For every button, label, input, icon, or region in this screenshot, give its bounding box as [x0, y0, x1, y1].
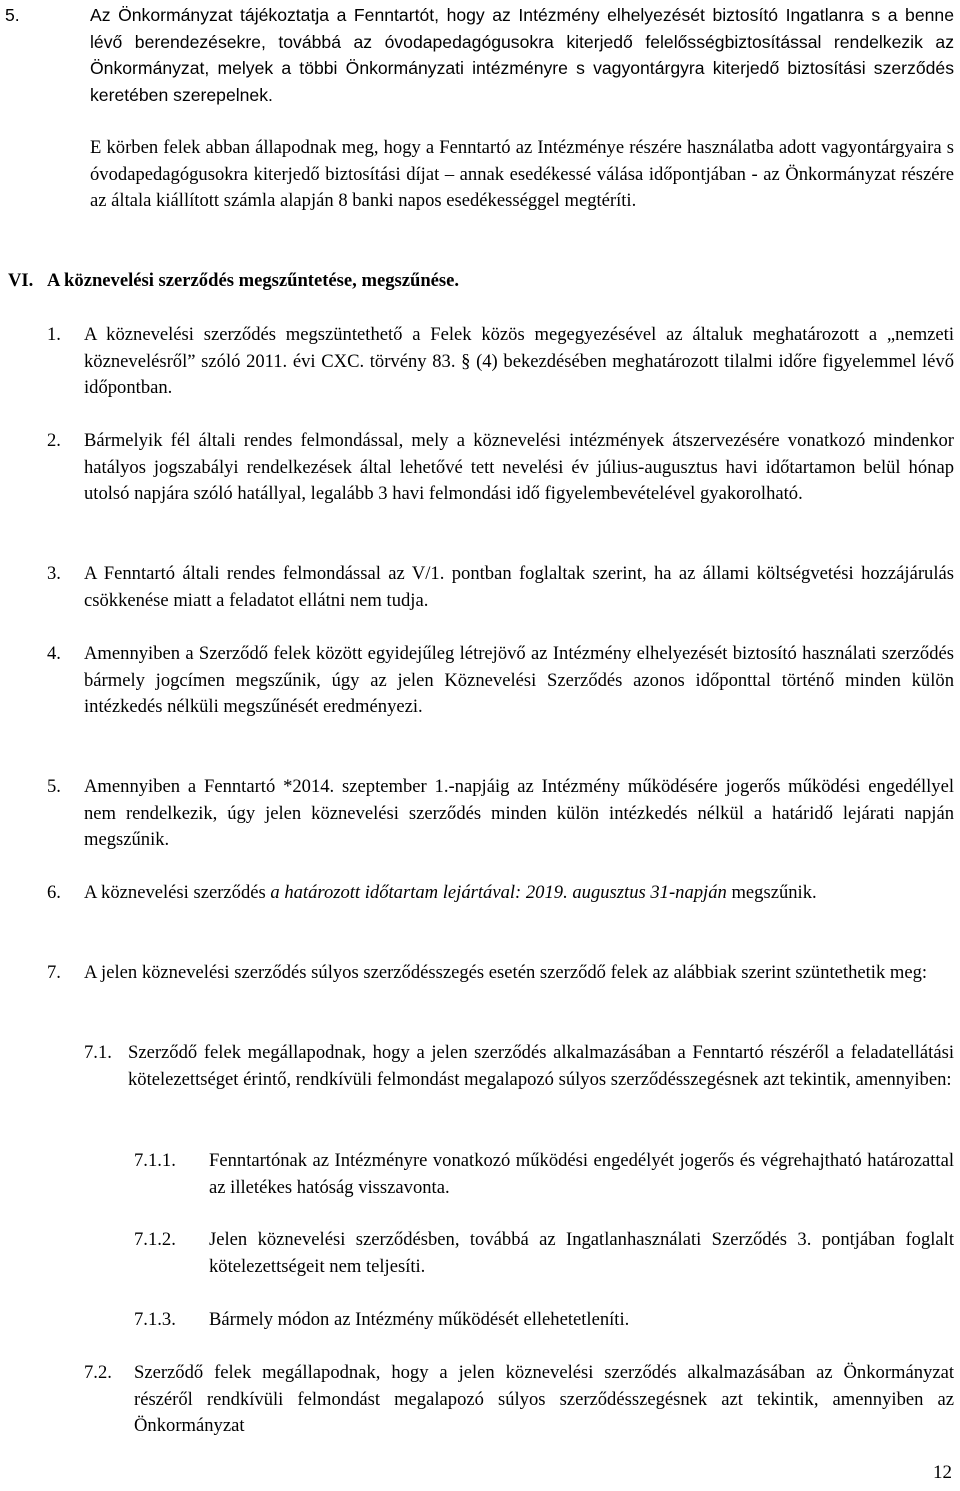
paragraph-text: E körben felek abban állapodnak meg, hogy a Fenntartó az Intézménye részére használatba adott vagyontárgyaira s óvodapedagógusokra kiterjedő biztosítási díjat – annak esedékessé válása időpontjában - az Önkormányzat részére az általa kiállított számla alapján 8 banki napos esedékességgel megtéríti.: [90, 137, 954, 211]
point-number: 4.: [47, 643, 61, 664]
point-number: 7.: [47, 962, 61, 983]
sub-point-number: 7.1.2.: [134, 1229, 176, 1250]
point-text: A Fenntartó általi rendes felmondással az V/1. pontban foglaltak szerint, ha az állami költségvetési hozzájárulás csökkenése miatt a feladatot ellátni nem tudja.: [84, 563, 954, 611]
item-text: Az Önkormányzat tájékoztatja a Fenntartót, hogy az Intézmény elhelyezését biztosító Ingatlanra s a benne lévő berendezésekre, továbbá az óvodapedagógusokra kiterjedő felelősségbiztosítással rendelkezik az Önkormányzat, melyek a többi Önkormányzati intézményre s vagyontárgyra kiterjedő biztosítási szerződés keretében szerepelnek.: [90, 5, 954, 105]
point-text: Amennyiben a Fenntartó *2014. szeptember 1.-napjáig az Intézmény működésére jogerős működési engedéllyel nem rendelkezik, úgy jelen köznevelési szerződés minden külön intézkedés nélkül a határidő lejárati napján megszűnik.: [84, 776, 954, 850]
point-text: Szerződő felek megállapodnak, hogy a jelen szerződés alkalmazásában a Fenntartó részéről a feladatellátási kötelezettséget érintő, rendkívüli felmondást megalapozó súlyos szerződésszegésnek azt tekintik, amennyiben:: [128, 1042, 954, 1090]
point-7: [0, 960, 960, 1014]
point-3: [0, 561, 960, 615]
point-1: [0, 322, 960, 402]
point-text-italic: a határozott időtartam lejártával: 2019. augusztus 31-napján: [270, 882, 727, 903]
sub-point-text: Fenntartónak az Intézményre vonatkozó működési engedélyét jogerős és végrehajtható határozattal az illetékes hatóság visszavonta.: [209, 1150, 954, 1198]
point-text: A köznevelési szerződés megszüntethető a Felek közös megegyezésével az általuk meghatározott a „nemzeti köznevelésről” szóló 2011. évi CXC. törvény 83. § (4) bekezdésében meghatározott tilalmi időre figyelemmel lévő időpontban.: [84, 324, 954, 398]
point-number: 7.2.: [84, 1362, 112, 1383]
section-title: A köznevelési szerződés megszűntetése, megszűnése.: [47, 270, 460, 291]
point-number: 1.: [47, 324, 61, 345]
point-number: 2.: [47, 430, 61, 451]
point-text-part: megszűnik.: [726, 882, 817, 903]
point-number: 5.: [47, 776, 61, 797]
sub-point-number: 7.1.3.: [134, 1309, 176, 1330]
sub-point-text: Jelen köznevelési szerződésben, továbbá az Ingatlanhasználati Szerződés 3. pontjában foglalt kötelezettségeit nem teljesíti.: [209, 1229, 954, 1277]
point-text: Amennyiben a Szerződő felek között egyidejűleg létrejövő az Intézmény elhelyezését biztosító használati szerződés bármely jogcímen megszűnik, úgy az jelen Köznevelési Szerződés azonos időponttal történő minden külön intézkedés nélküli megszűnését eredményezi.: [84, 643, 954, 717]
point-number: 3.: [47, 563, 61, 584]
point-4: [0, 641, 960, 749]
sub-point-7-1-3: [0, 1307, 960, 1335]
point-7-1: [0, 1040, 960, 1120]
sub-point-text: Bármely módon az Intézmény működését ellehetetleníti.: [209, 1309, 630, 1330]
page-number: 12: [933, 1462, 952, 1483]
sub-point-7-1-1: [0, 1148, 960, 1202]
section-heading: [0, 268, 960, 296]
point-6: [0, 880, 960, 934]
point-text: [84, 880, 954, 907]
point-number: 6.: [47, 882, 61, 903]
paragraph-item-5: [0, 2, 960, 112]
paragraph-item-5-continuation: [0, 135, 960, 245]
item-number: 5.: [5, 5, 20, 25]
point-number: 7.1.: [84, 1042, 112, 1063]
sub-point-number: 7.1.1.: [134, 1150, 176, 1171]
point-text: Szerződő felek megállapodnak, hogy a jelen köznevelési szerződés alkalmazásában az Önkormányzat részéről rendkívüli felmondást megalapozó súlyos szerződésszegésnek azt tekintik, amennyiben az Önkormányzat: [134, 1362, 954, 1436]
point-text-part: A köznevelési szerződés: [84, 882, 271, 903]
point-7-2: [0, 1360, 960, 1440]
point-2: [0, 428, 960, 536]
section-number: VI.: [8, 270, 34, 291]
point-text: Bármelyik fél általi rendes felmondással, mely a köznevelési intézmények átszervezésére vonatkozó mindenkor hatályos jogszabályi rendelkezések által lehetővé tett nevelési év július-augusztus havi időtartamon belül hónap utolsó napjára szóló hatállyal, legalább 3 havi felmondási idő figyelembevételével gyakorolható.: [84, 430, 954, 504]
point-5: [0, 774, 960, 854]
sub-point-7-1-2: [0, 1227, 960, 1281]
point-text: A jelen köznevelési szerződés súlyos szerződésszegés esetén szerződő felek az alábbiak szerint szüntethetik meg:: [84, 962, 928, 983]
